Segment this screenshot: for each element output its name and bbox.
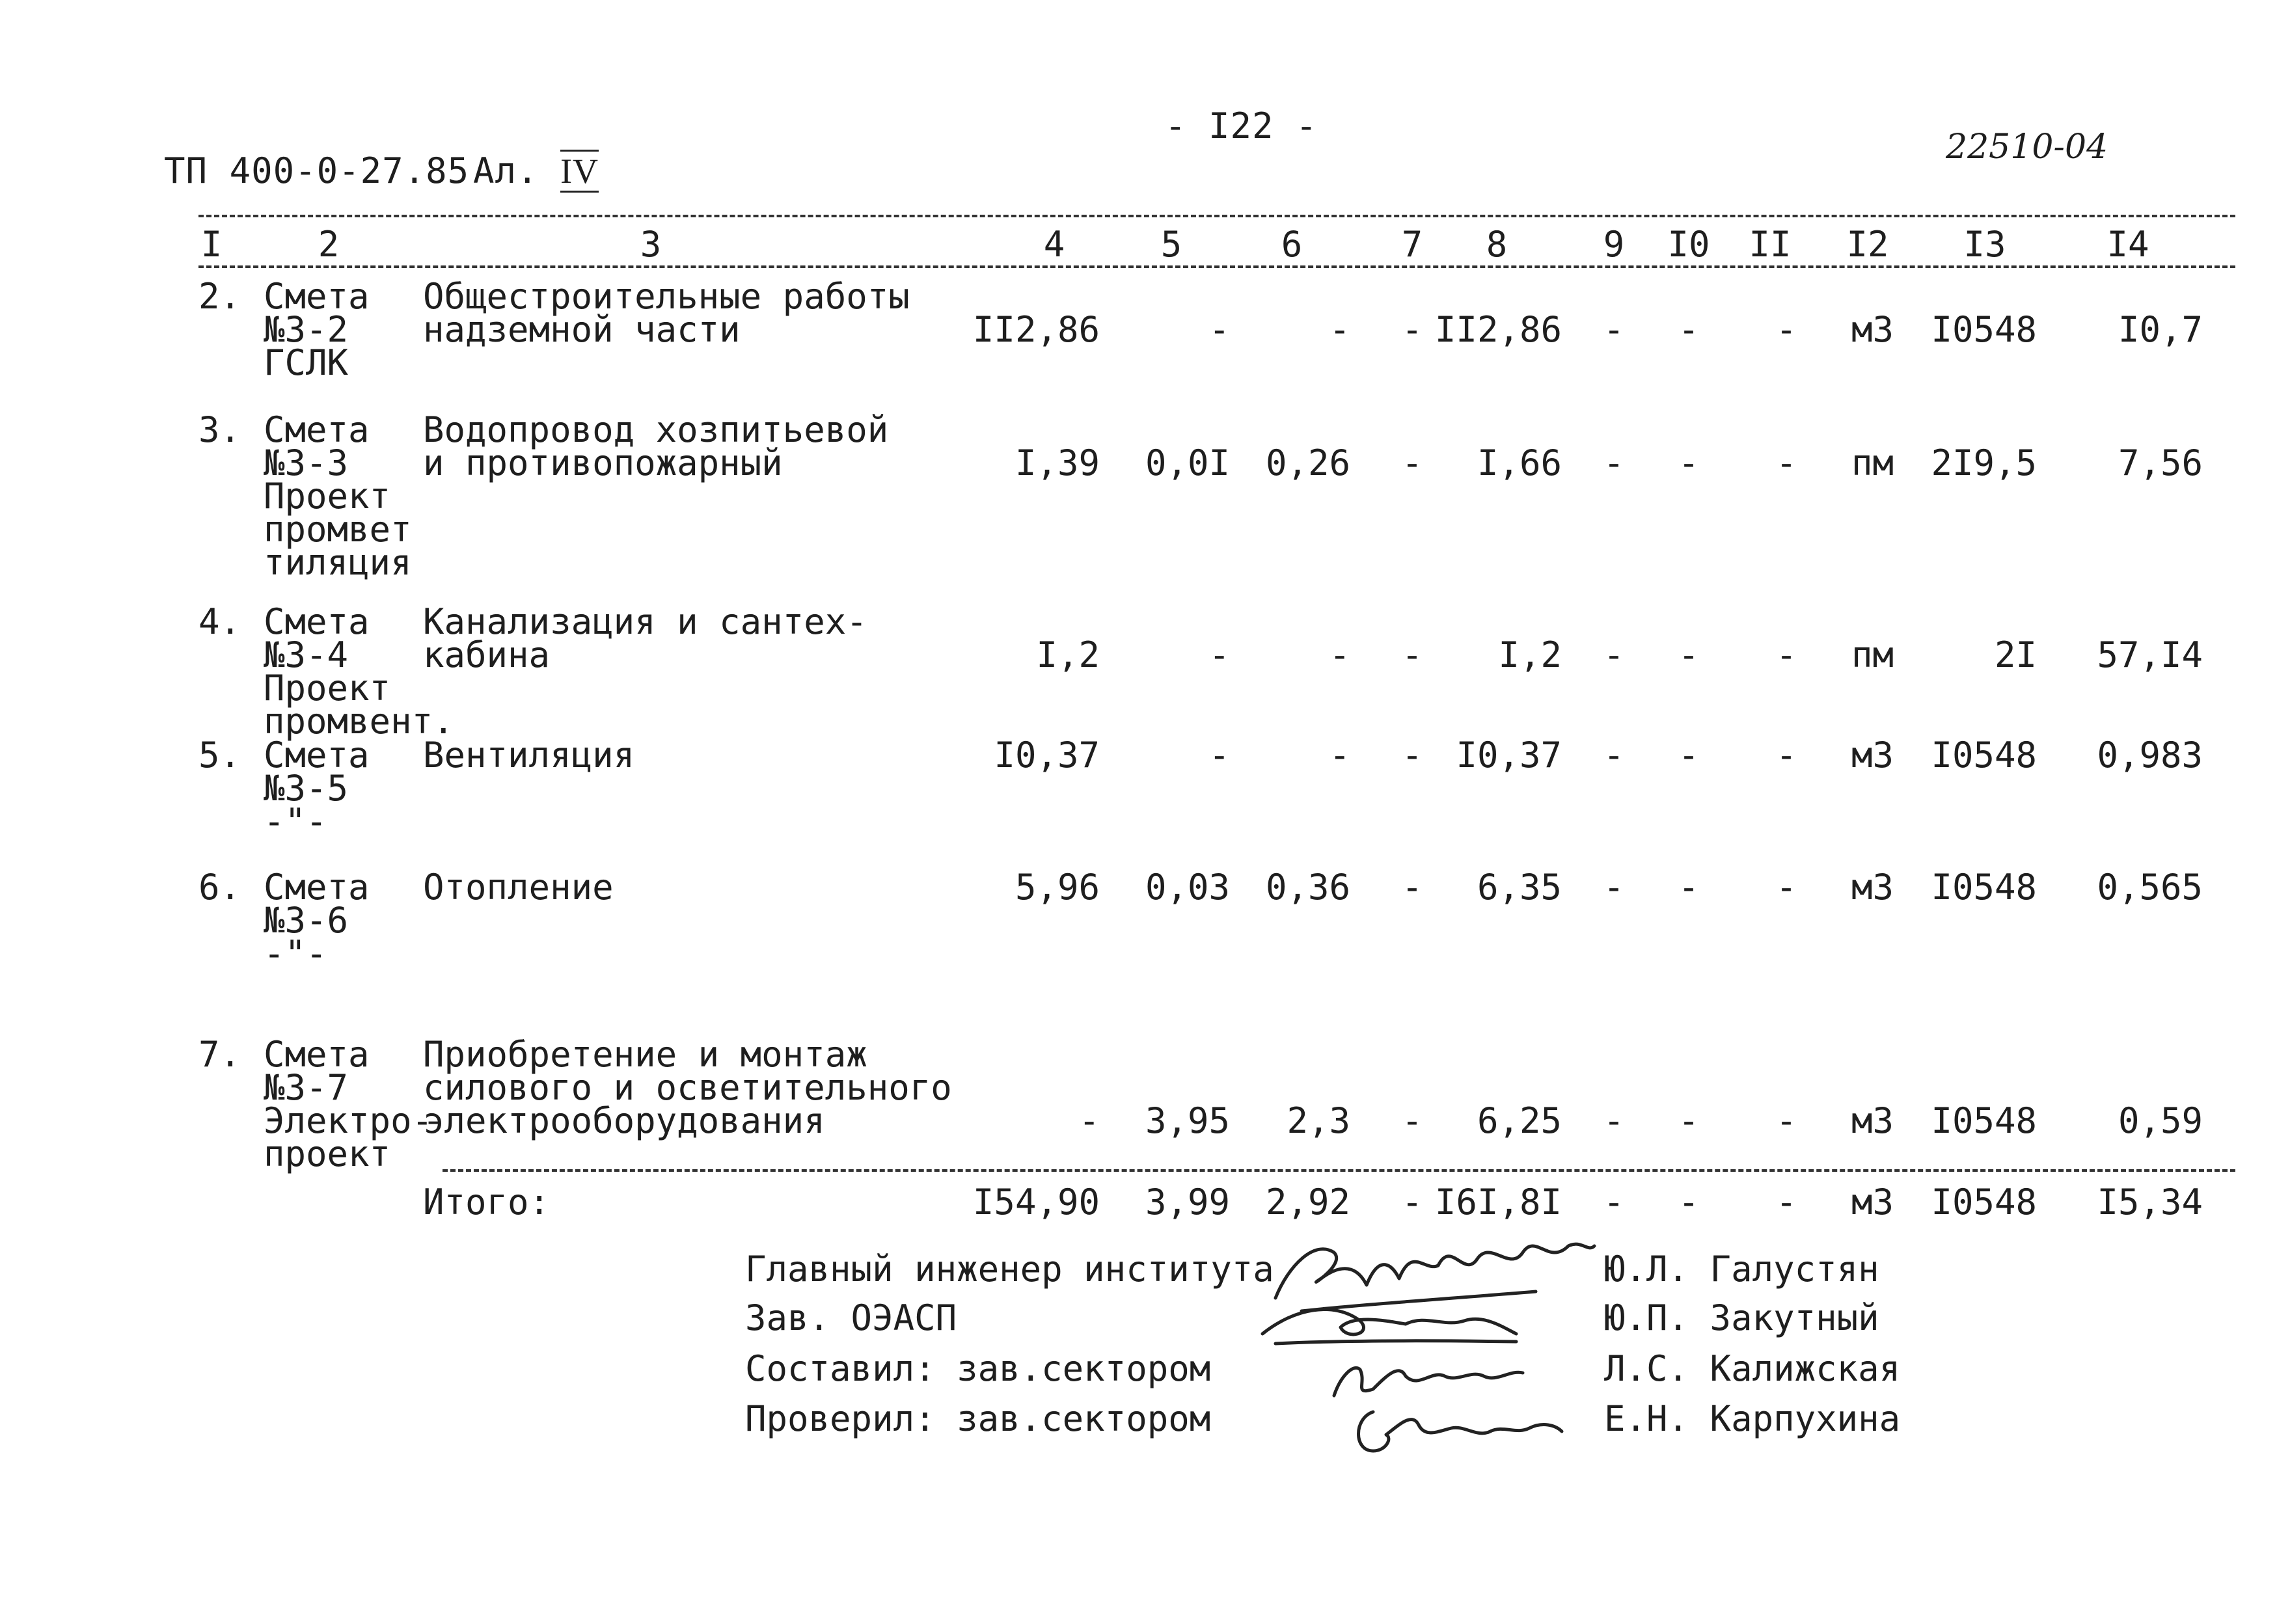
estimate-ref-line: Смета bbox=[264, 867, 370, 908]
column-header-13: I3 bbox=[1963, 224, 2006, 265]
value-col-11: - bbox=[1775, 735, 1797, 776]
row-number: 7. bbox=[198, 1034, 241, 1075]
value-col-13: I0548 bbox=[1931, 735, 2037, 776]
estimate-ref-line: №3-5 bbox=[264, 768, 349, 809]
value-col-5: - bbox=[1208, 634, 1230, 675]
value-col-4: I,39 bbox=[1015, 442, 1100, 483]
estimate-ref-line: Смета bbox=[264, 1034, 370, 1075]
value-col-7: - bbox=[1401, 442, 1423, 483]
signature-name: Ю.Л. Галустян bbox=[1604, 1249, 1879, 1290]
value-col-12: м3 bbox=[1851, 1100, 1894, 1141]
value-col-13: I0548 bbox=[1931, 309, 2037, 350]
column-header-3: 3 bbox=[640, 224, 662, 265]
work-description-line: Вентиляция bbox=[423, 735, 635, 776]
value-col-9: - bbox=[1603, 867, 1625, 908]
estimate-ref-line: промвет bbox=[264, 509, 412, 550]
work-description-line: Водопровод хозпитьевой bbox=[423, 409, 889, 450]
estimate-ref-line: Смета bbox=[264, 735, 370, 776]
estimate-ref-line: -"- bbox=[264, 801, 327, 842]
value-col-13: I0548 bbox=[1931, 867, 2037, 908]
value-col-12: м3 bbox=[1851, 309, 1894, 350]
total-col-4: I54,90 bbox=[972, 1182, 1100, 1223]
total-col-13: I0548 bbox=[1931, 1182, 2037, 1223]
signature-oeasp-head-mark bbox=[1256, 1295, 1529, 1353]
column-header-11: II bbox=[1749, 224, 1792, 265]
value-col-10: - bbox=[1678, 634, 1700, 675]
value-col-14: 57,I4 bbox=[2097, 634, 2203, 675]
column-header-10: I0 bbox=[1667, 224, 1710, 265]
work-description-line: Приобретение и монтаж bbox=[423, 1034, 867, 1075]
estimate-ref-line: Смета bbox=[264, 601, 370, 642]
value-col-4: 5,96 bbox=[1015, 867, 1100, 908]
signature-name: Л.С. Калижская bbox=[1604, 1348, 1901, 1389]
value-col-13: 2I bbox=[1994, 634, 2037, 675]
value-col-8: II2,86 bbox=[1434, 309, 1562, 350]
column-header-8: 8 bbox=[1486, 224, 1508, 265]
value-col-9: - bbox=[1603, 442, 1625, 483]
value-col-6: 0,26 bbox=[1265, 442, 1350, 483]
value-col-6: - bbox=[1329, 735, 1350, 776]
value-col-5: 0,03 bbox=[1145, 867, 1230, 908]
work-description-line: электрооборудования bbox=[423, 1100, 825, 1141]
value-col-10: - bbox=[1678, 309, 1700, 350]
value-col-10: - bbox=[1678, 442, 1700, 483]
total-col-14: I5,34 bbox=[2097, 1182, 2203, 1223]
work-description-line: силового и осветительного bbox=[423, 1067, 952, 1108]
column-header-14: I4 bbox=[2106, 224, 2149, 265]
value-col-11: - bbox=[1775, 309, 1797, 350]
signature-name: Ю.П. Закутный bbox=[1604, 1297, 1879, 1338]
value-col-12: м3 bbox=[1851, 867, 1894, 908]
value-col-7: - bbox=[1401, 867, 1423, 908]
total-label: Итого: bbox=[423, 1182, 551, 1223]
value-col-9: - bbox=[1603, 735, 1625, 776]
column-header-12: I2 bbox=[1846, 224, 1889, 265]
value-col-6: 2,3 bbox=[1287, 1100, 1350, 1141]
value-col-5: 0,0I bbox=[1145, 442, 1230, 483]
signature-role: Зав. ОЭАСП bbox=[745, 1297, 957, 1338]
value-col-7: - bbox=[1401, 309, 1423, 350]
value-col-8: 6,35 bbox=[1477, 867, 1562, 908]
value-col-7: - bbox=[1401, 634, 1423, 675]
value-col-4: I0,37 bbox=[994, 735, 1100, 776]
value-col-7: - bbox=[1401, 1100, 1423, 1141]
row-number: 2. bbox=[198, 276, 241, 317]
total-col-5: 3,99 bbox=[1145, 1182, 1230, 1223]
column-header-7: 7 bbox=[1401, 224, 1423, 265]
value-col-5: - bbox=[1208, 735, 1230, 776]
table-top-rule bbox=[198, 215, 2235, 217]
value-col-9: - bbox=[1603, 634, 1625, 675]
estimate-ref-line: промвент. bbox=[264, 701, 454, 742]
value-col-5: 3,95 bbox=[1145, 1100, 1230, 1141]
signature-name: Е.Н. Карпухина bbox=[1604, 1398, 1901, 1439]
work-description-line: Отопление bbox=[423, 867, 614, 908]
column-header-5: 5 bbox=[1160, 224, 1182, 265]
value-col-8: I,66 bbox=[1477, 442, 1562, 483]
value-col-11: - bbox=[1775, 867, 1797, 908]
value-col-4: II2,86 bbox=[972, 309, 1100, 350]
estimate-ref-line: Смета bbox=[264, 409, 370, 450]
value-col-14: 0,983 bbox=[2097, 735, 2203, 776]
total-top-rule bbox=[443, 1169, 2235, 1172]
value-col-11: - bbox=[1775, 634, 1797, 675]
column-header-1: I bbox=[200, 224, 223, 265]
album-label-text: Ал. bbox=[473, 150, 561, 191]
work-description-line: Канализация и сантех- bbox=[423, 601, 867, 642]
estimate-ref-line: №3-3 bbox=[264, 442, 349, 483]
estimate-ref-line: ГСЛК bbox=[264, 342, 349, 383]
value-col-8: I,2 bbox=[1498, 634, 1562, 675]
work-description-line: надземной части bbox=[423, 309, 741, 350]
estimate-ref-line: Проект bbox=[264, 476, 391, 517]
value-col-13: I0548 bbox=[1931, 1100, 2037, 1141]
document-code-text: ТП 400-0-27.85 bbox=[164, 150, 470, 191]
page-number: - I22 - bbox=[1165, 105, 1318, 146]
estimate-ref-line: №3-6 bbox=[264, 900, 349, 941]
value-col-9: - bbox=[1603, 1100, 1625, 1141]
estimate-ref-line: Смета bbox=[264, 276, 370, 317]
value-col-10: - bbox=[1678, 867, 1700, 908]
estimate-ref-line: тиляция bbox=[264, 542, 412, 583]
value-col-6: - bbox=[1329, 309, 1350, 350]
total-col-10: - bbox=[1678, 1182, 1700, 1223]
value-col-14: 7,56 bbox=[2118, 442, 2203, 483]
value-col-6: 0,36 bbox=[1265, 867, 1350, 908]
value-col-14: 0,59 bbox=[2118, 1100, 2203, 1141]
estimate-ref-line: №3-7 bbox=[264, 1067, 349, 1108]
value-col-5: - bbox=[1208, 309, 1230, 350]
signature-compiler-mark bbox=[1328, 1350, 1542, 1402]
value-col-14: 0,565 bbox=[2097, 867, 2203, 908]
document-code bbox=[120, 109, 469, 191]
signature-role: Составил: зав.сектором bbox=[745, 1348, 1211, 1389]
row-number: 4. bbox=[198, 601, 241, 642]
total-col-12: м3 bbox=[1851, 1182, 1894, 1223]
signature-role: Проверил: зав.сектором bbox=[745, 1398, 1211, 1439]
value-col-6: - bbox=[1329, 634, 1350, 675]
signature-checker-mark bbox=[1347, 1399, 1568, 1464]
inventory-number: 22510-04 bbox=[1946, 128, 2108, 167]
estimate-ref-line: №3-2 bbox=[264, 309, 349, 350]
value-col-9: - bbox=[1603, 309, 1625, 350]
value-col-12: м3 bbox=[1851, 735, 1894, 776]
column-header-2: 2 bbox=[318, 224, 340, 265]
value-col-7: - bbox=[1401, 735, 1423, 776]
estimate-ref-line: №3-4 bbox=[264, 634, 349, 675]
signature-role: Главный инженер института bbox=[745, 1249, 1274, 1290]
total-col-6: 2,92 bbox=[1265, 1182, 1350, 1223]
row-number: 3. bbox=[198, 409, 241, 450]
value-col-4: - bbox=[1078, 1100, 1100, 1141]
work-description-line: кабина bbox=[423, 634, 551, 675]
work-description-line: и противопожарный bbox=[423, 442, 783, 483]
column-header-4: 4 bbox=[1043, 224, 1065, 265]
column-header-9: 9 bbox=[1603, 224, 1625, 265]
album-label bbox=[429, 109, 599, 191]
estimate-ref-line: -"- bbox=[264, 933, 327, 974]
value-col-11: - bbox=[1775, 442, 1797, 483]
total-col-11: - bbox=[1775, 1182, 1797, 1223]
value-col-13: 2I9,5 bbox=[1931, 442, 2037, 483]
header-bottom-rule bbox=[198, 265, 2235, 268]
estimate-ref-line: Электро- bbox=[264, 1100, 433, 1141]
value-col-10: - bbox=[1678, 1100, 1700, 1141]
value-col-12: пм bbox=[1851, 634, 1894, 675]
value-col-8: I0,37 bbox=[1456, 735, 1562, 776]
estimate-ref-line: Проект bbox=[264, 668, 391, 709]
row-number: 6. bbox=[198, 867, 241, 908]
value-col-12: пм bbox=[1851, 442, 1894, 483]
total-col-9: - bbox=[1603, 1182, 1625, 1223]
value-col-14: I0,7 bbox=[2118, 309, 2203, 350]
column-header-6: 6 bbox=[1281, 224, 1303, 265]
value-col-8: 6,25 bbox=[1477, 1100, 1562, 1141]
work-description-line: Общестроительные работы bbox=[423, 276, 910, 317]
value-col-4: I,2 bbox=[1036, 634, 1100, 675]
value-col-11: - bbox=[1775, 1100, 1797, 1141]
value-col-10: - bbox=[1678, 735, 1700, 776]
total-col-7: - bbox=[1401, 1182, 1423, 1223]
estimate-ref-line: проект bbox=[264, 1133, 391, 1174]
total-col-8: I6I,8I bbox=[1434, 1182, 1562, 1223]
album-number: IV bbox=[560, 150, 599, 193]
row-number: 5. bbox=[198, 735, 241, 776]
